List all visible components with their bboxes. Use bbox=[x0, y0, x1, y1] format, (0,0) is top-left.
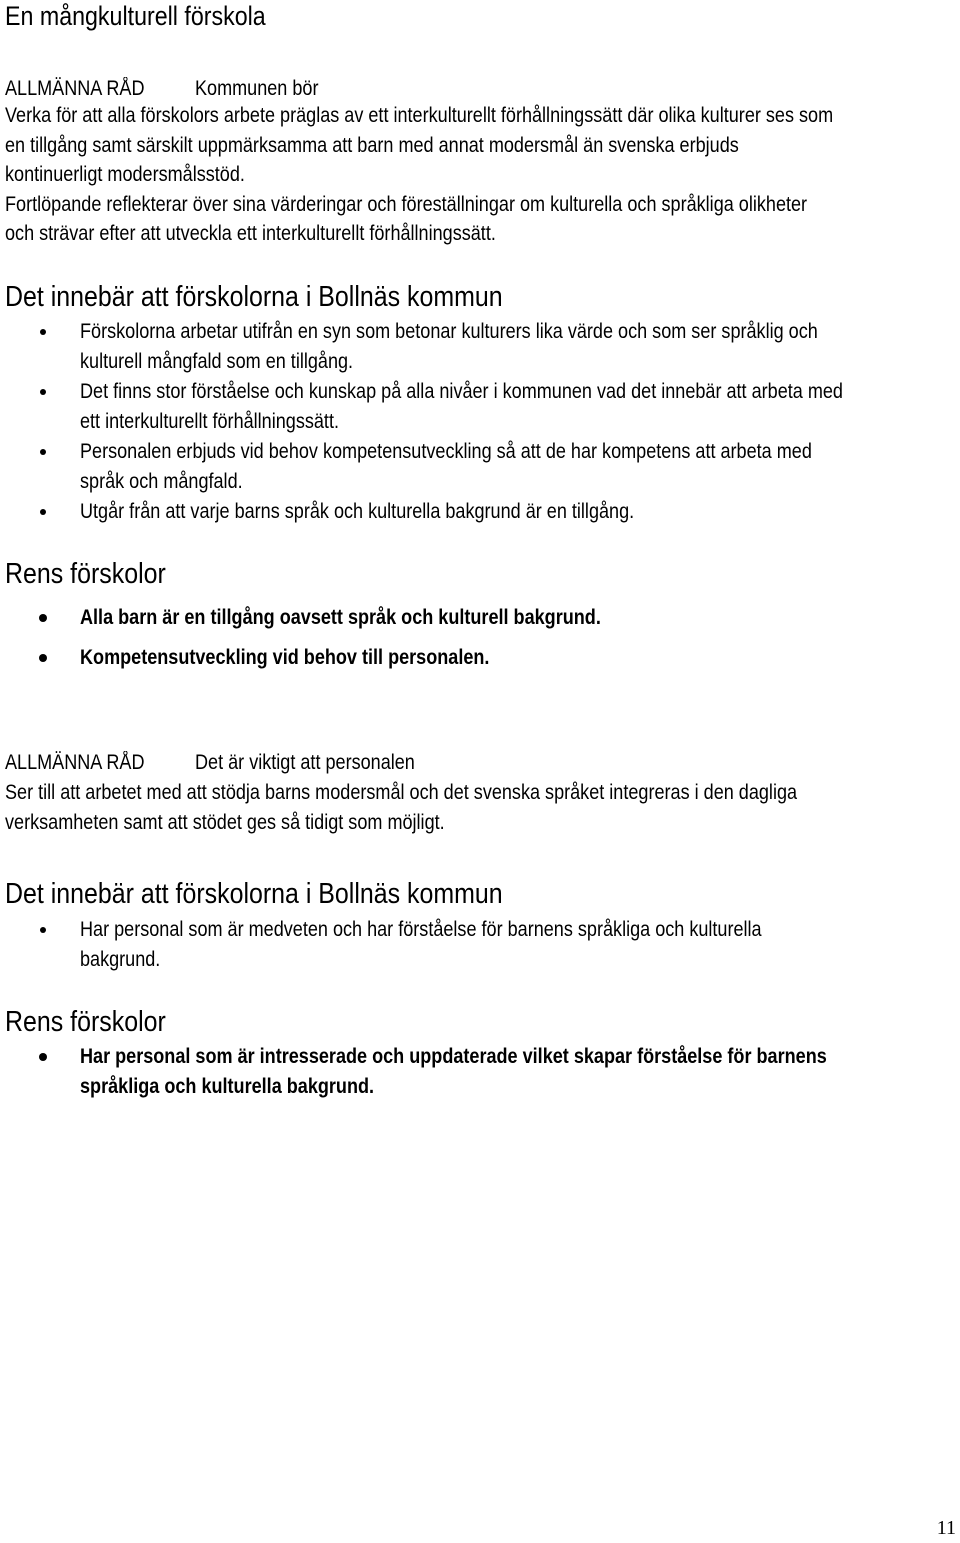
list-item bbox=[0, 437, 960, 497]
list-item-line: Förskolorna arbetar utifrån en syn som betonar kulturers lika värde och som ser språklig och bbox=[80, 320, 818, 343]
section-heading-2 bbox=[5, 877, 584, 911]
list-item bbox=[0, 915, 960, 975]
bullet-icon bbox=[40, 927, 46, 933]
rens-heading-1 bbox=[5, 557, 192, 591]
general-advice-text-2 bbox=[5, 778, 926, 837]
list-item-line: kulturell mångfald som en tillgång. bbox=[80, 350, 354, 373]
bullet-icon bbox=[39, 614, 47, 622]
section-heading-1 bbox=[5, 280, 584, 314]
general-advice-row-2 bbox=[5, 748, 605, 777]
paragraph-line: kontinuerligt modersmålsstöd. bbox=[5, 163, 245, 186]
page-title-text: En mångkulturell förskola bbox=[5, 1, 266, 31]
bullet-list-1 bbox=[0, 317, 960, 527]
general-advice-label-2: ALLMÄNNA RÅD bbox=[5, 751, 145, 774]
paragraph-line: och strävar efter att utveckla ett interkulturellt förhållningssätt. bbox=[5, 222, 496, 245]
rens-heading-2 bbox=[5, 1005, 192, 1039]
bullet-icon bbox=[39, 1053, 47, 1061]
bullet-icon bbox=[39, 654, 47, 662]
bullet-icon bbox=[40, 509, 46, 515]
list-item-line: språkliga och kulturella bakgrund. bbox=[80, 1075, 375, 1098]
page-number: 11 bbox=[936, 1517, 956, 1539]
list-item-line: ett interkulturellt förhållningssätt. bbox=[80, 410, 339, 433]
page-title bbox=[5, 0, 308, 32]
list-item bbox=[0, 317, 960, 377]
general-advice-label-1: ALLMÄNNA RÅD bbox=[5, 77, 145, 100]
paragraph-line: Verka för att alla förskolors arbete präglas av ett interkulturellt förhållningssätt där olika kulturer ses som bbox=[5, 104, 834, 127]
list-item-line: språk och mångfald. bbox=[80, 470, 243, 493]
list-item-line: Alla barn är en tillgång oavsett språk och kulturell bakgrund. bbox=[80, 606, 601, 629]
list-item-line: Personalen erbjuds vid behov kompetensutveckling så att de har kompetens att arbeta med bbox=[80, 440, 812, 463]
list-item-line: Utgår från att varje barns språk och kulturella bakgrund är en tillgång. bbox=[80, 500, 635, 523]
list-item bbox=[0, 497, 960, 527]
rens-heading-text: Rens förskolor bbox=[5, 558, 166, 590]
list-item-line: Det finns stor förståelse och kunskap på alla nivåer i kommunen vad det innebär att arbeta med bbox=[80, 380, 843, 403]
list-item bbox=[0, 603, 960, 643]
section-heading-text: Det innebär att förskolorna i Bollnäs kommun bbox=[5, 281, 503, 313]
bullet-icon bbox=[40, 389, 46, 395]
general-advice-text-1 bbox=[5, 101, 960, 249]
general-advice-lead-2: Det är viktigt att personalen bbox=[195, 751, 415, 774]
paragraph-line: en tillgång samt särskilt uppmärksamma att barn med annat modersmål än svenska erbjuds bbox=[5, 133, 739, 157]
list-item bbox=[0, 643, 960, 673]
general-advice-row-1 bbox=[5, 74, 405, 103]
paragraph-line: Ser till att arbetet med att stödja barns modersmål och det svenska språket integreras i den dagliga bbox=[5, 781, 798, 804]
rens-bullet-list-1 bbox=[0, 603, 960, 673]
list-item-line: Har personal som är medveten och har förståelse för barnens språkliga och kulturella bbox=[80, 918, 762, 941]
bullet-icon bbox=[40, 329, 46, 335]
paragraph-line: Fortlöpande reflekterar över sina värderingar och föreställningar om kulturella och språkliga olikheter bbox=[5, 192, 808, 216]
bullet-list-2 bbox=[0, 915, 960, 975]
general-advice-lead-1: Kommunen bör bbox=[195, 77, 319, 100]
list-item-line: Har personal som är intresserade och uppdaterade vilket skapar förståelse för barnens bbox=[80, 1045, 827, 1068]
list-item-line: Kompetensutveckling vid behov till personalen. bbox=[80, 646, 490, 669]
rens-heading-text: Rens förskolor bbox=[5, 1006, 166, 1038]
list-item bbox=[0, 1042, 960, 1102]
list-item-line: bakgrund. bbox=[80, 948, 161, 971]
rens-bullet-list-2 bbox=[0, 1042, 960, 1102]
bullet-icon bbox=[40, 449, 46, 455]
list-item bbox=[0, 377, 960, 437]
section-heading-text: Det innebär att förskolorna i Bollnäs kommun bbox=[5, 878, 503, 910]
paragraph-line: verksamheten samt att stödet ges så tidigt som möjligt. bbox=[5, 810, 445, 834]
